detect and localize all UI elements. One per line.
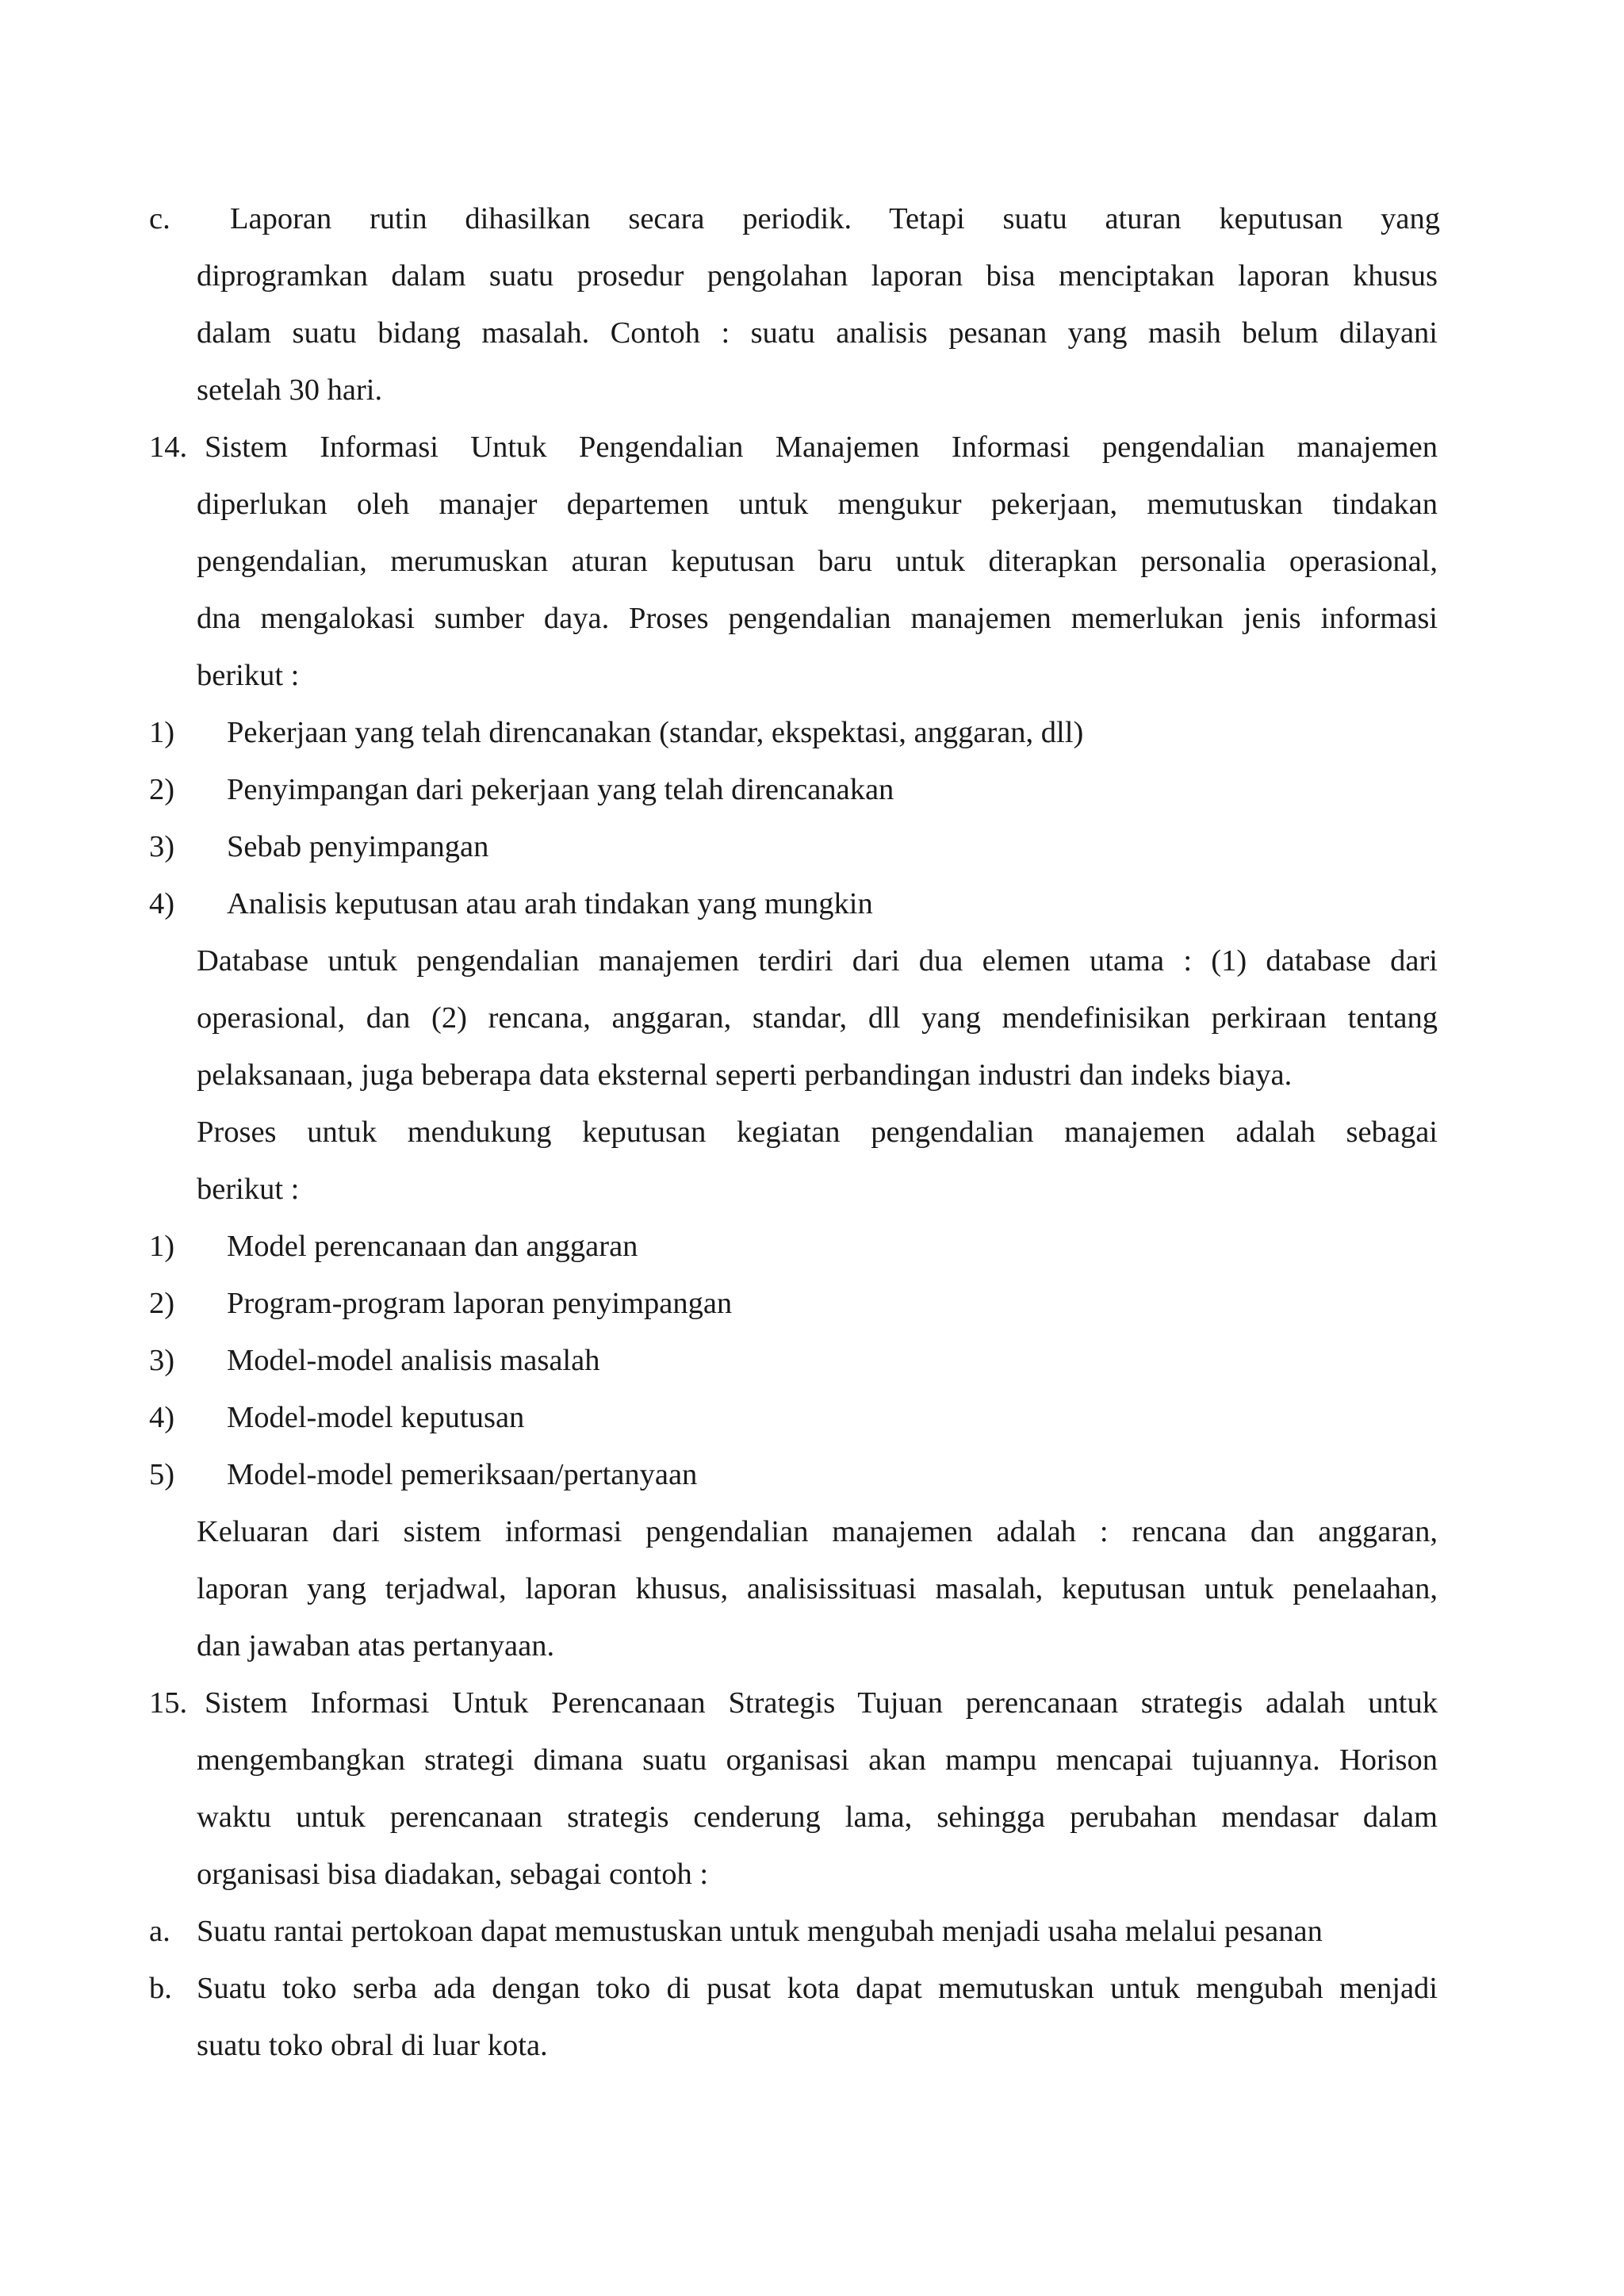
section-14-text: berikut :: [197, 659, 300, 692]
item-b-line-1: [0, 1960, 1624, 2017]
section-15-text: Sistem Informasi Untuk Perencanaan Strategis Tujuan perencanaan strategis adalah untuk: [205, 1686, 1438, 1720]
list-item-text: Sebab penyimpangan: [227, 830, 489, 863]
item-b-line-2: [0, 2017, 1624, 2074]
list-item-text: Model perencanaan dan anggaran: [227, 1230, 638, 1263]
item-c-text: dalam suatu bidang masalah. Contoh : suatu analisis pesanan yang masih belum dilayani: [197, 316, 1438, 350]
item-a-text: Suatu rantai pertokoan dapat memustuskan untuk mengubah menjadi usaha melalui pesanan: [197, 1915, 1323, 1948]
paragraph-text: Database untuk pengendalian manajemen terdiri dari dua elemen utama : (1) database dari: [197, 944, 1438, 978]
section-14-line-3: [0, 533, 1624, 590]
section-15-heading-line: [0, 1674, 1624, 1732]
paragraph-text: laporan yang terjadwal, laporan khusus, analisissituasi masalah, keputusan untuk penelaahan,: [197, 1572, 1438, 1605]
section-15-line-3: [0, 1789, 1624, 1846]
database-paragraph-line-1: [0, 932, 1624, 989]
list-item-marker: 2): [149, 1287, 175, 1320]
proses-paragraph-line-1: [0, 1104, 1624, 1161]
list-item: [0, 1389, 1624, 1446]
list-item: [0, 875, 1624, 932]
list-item-text: Program-program laporan penyimpangan: [227, 1287, 733, 1320]
list-item-marker: 3): [149, 830, 175, 863]
section-14-heading-line: [0, 419, 1624, 476]
list-item-marker: 2): [149, 773, 175, 806]
paragraph-text: Keluaran dari sistem informasi pengendalian manajemen adalah : rencana dan anggaran,: [197, 1515, 1438, 1548]
item-c-line-1: [0, 190, 1624, 247]
list-item-marker: 3): [149, 1344, 175, 1377]
list-item-marker: 4): [149, 1401, 175, 1434]
paragraph-text: Proses untuk mendukung keputusan kegiatan pengendalian manajemen adalah sebagai: [197, 1115, 1438, 1149]
item-c-text: Laporan rutin dihasilkan secara periodik. Tetapi suatu aturan keputusan yang: [230, 202, 1440, 235]
section-14-line-5: [0, 647, 1624, 704]
section-15-marker: 15.: [149, 1686, 188, 1720]
item-c-text: setelah 30 hari.: [197, 373, 383, 407]
list-item: [0, 761, 1624, 818]
list-item: [0, 818, 1624, 875]
paragraph-text: pelaksanaan, juga beberapa data eksternal seperti perbandingan industri dan indeks biaya.: [197, 1058, 1293, 1092]
list-item: [0, 1275, 1624, 1332]
list-item-marker: 1): [149, 716, 175, 749]
section-14-line-4: [0, 590, 1624, 647]
list-item: [0, 1332, 1624, 1389]
list-item-text: Model-model analisis masalah: [227, 1344, 600, 1377]
section-14-marker: 14.: [149, 430, 188, 464]
list-item: [0, 704, 1624, 761]
proses-paragraph-line-2: [0, 1161, 1624, 1218]
list-item-marker: 4): [149, 887, 175, 920]
database-paragraph-line-3: [0, 1047, 1624, 1104]
keluaran-paragraph-line-2: [0, 1560, 1624, 1617]
section-14-text: Sistem Informasi Untuk Pengendalian Manajemen Informasi pengendalian manajemen: [205, 430, 1438, 464]
section-14-line-2: [0, 476, 1624, 533]
section-14-text: diperlukan oleh manajer departemen untuk mengukur pekerjaan, memutuskan tindakan: [197, 488, 1438, 521]
section-15-text: waktu untuk perencanaan strategis cenderung lama, sehingga perubahan mendasar dalam: [197, 1800, 1438, 1834]
item-c-line-3: [0, 304, 1624, 362]
document-page: [0, 190, 1624, 2074]
keluaran-paragraph-line-3: [0, 1617, 1624, 1674]
list-item-text: Model-model keputusan: [227, 1401, 525, 1434]
list-item: [0, 1446, 1624, 1503]
list-item-text: Model-model pemeriksaan/pertanyaan: [227, 1458, 698, 1491]
paragraph-text: dan jawaban atas pertanyaan.: [197, 1629, 555, 1663]
item-c-text: diprogramkan dalam suatu prosedur pengolahan laporan bisa menciptakan laporan khusus: [197, 259, 1438, 293]
item-c-line-4: [0, 362, 1624, 419]
section-15-line-2: [0, 1732, 1624, 1789]
list-item-text: Penyimpangan dari pekerjaan yang telah direncanakan: [227, 773, 894, 806]
database-paragraph-line-2: [0, 989, 1624, 1047]
keluaran-paragraph-line-1: [0, 1503, 1624, 1560]
item-b-text: suatu toko obral di luar kota.: [197, 2029, 548, 2062]
section-14-text: dna mengalokasi sumber daya. Proses pengendalian manajemen memerlukan jenis informasi: [197, 602, 1438, 635]
section-15-text: organisasi bisa diadakan, sebagai contoh :: [197, 1858, 709, 1891]
item-b-text: Suatu toko serba ada dengan toko di pusat kota dapat memutuskan untuk mengubah menjadi: [197, 1972, 1438, 2005]
section-14-text: pengendalian, merumuskan aturan keputusan baru untuk diterapkan personalia operasional,: [197, 545, 1438, 578]
list-item-text: Pekerjaan yang telah direncanakan (standar, ekspektasi, anggaran, dll): [227, 716, 1084, 749]
section-15-line-4: [0, 1846, 1624, 1903]
paragraph-text: operasional, dan (2) rencana, anggaran, standar, dll yang mendefinisikan perkiraan tentang: [197, 1001, 1438, 1035]
item-a-line-1: [0, 1903, 1624, 1960]
paragraph-text: berikut :: [197, 1173, 300, 1206]
item-b-marker: b.: [149, 1972, 172, 2005]
item-c-marker: c.: [149, 202, 170, 235]
item-c-line-2: [0, 247, 1624, 304]
list-item-marker: 1): [149, 1230, 175, 1263]
list-item: [0, 1218, 1624, 1275]
list-item-text: Analisis keputusan atau arah tindakan yang mungkin: [227, 887, 873, 920]
list-item-marker: 5): [149, 1458, 175, 1491]
item-a-marker: a.: [149, 1915, 170, 1948]
section-15-text: mengembangkan strategi dimana suatu organisasi akan mampu mencapai tujuannya. Horison: [197, 1743, 1438, 1777]
